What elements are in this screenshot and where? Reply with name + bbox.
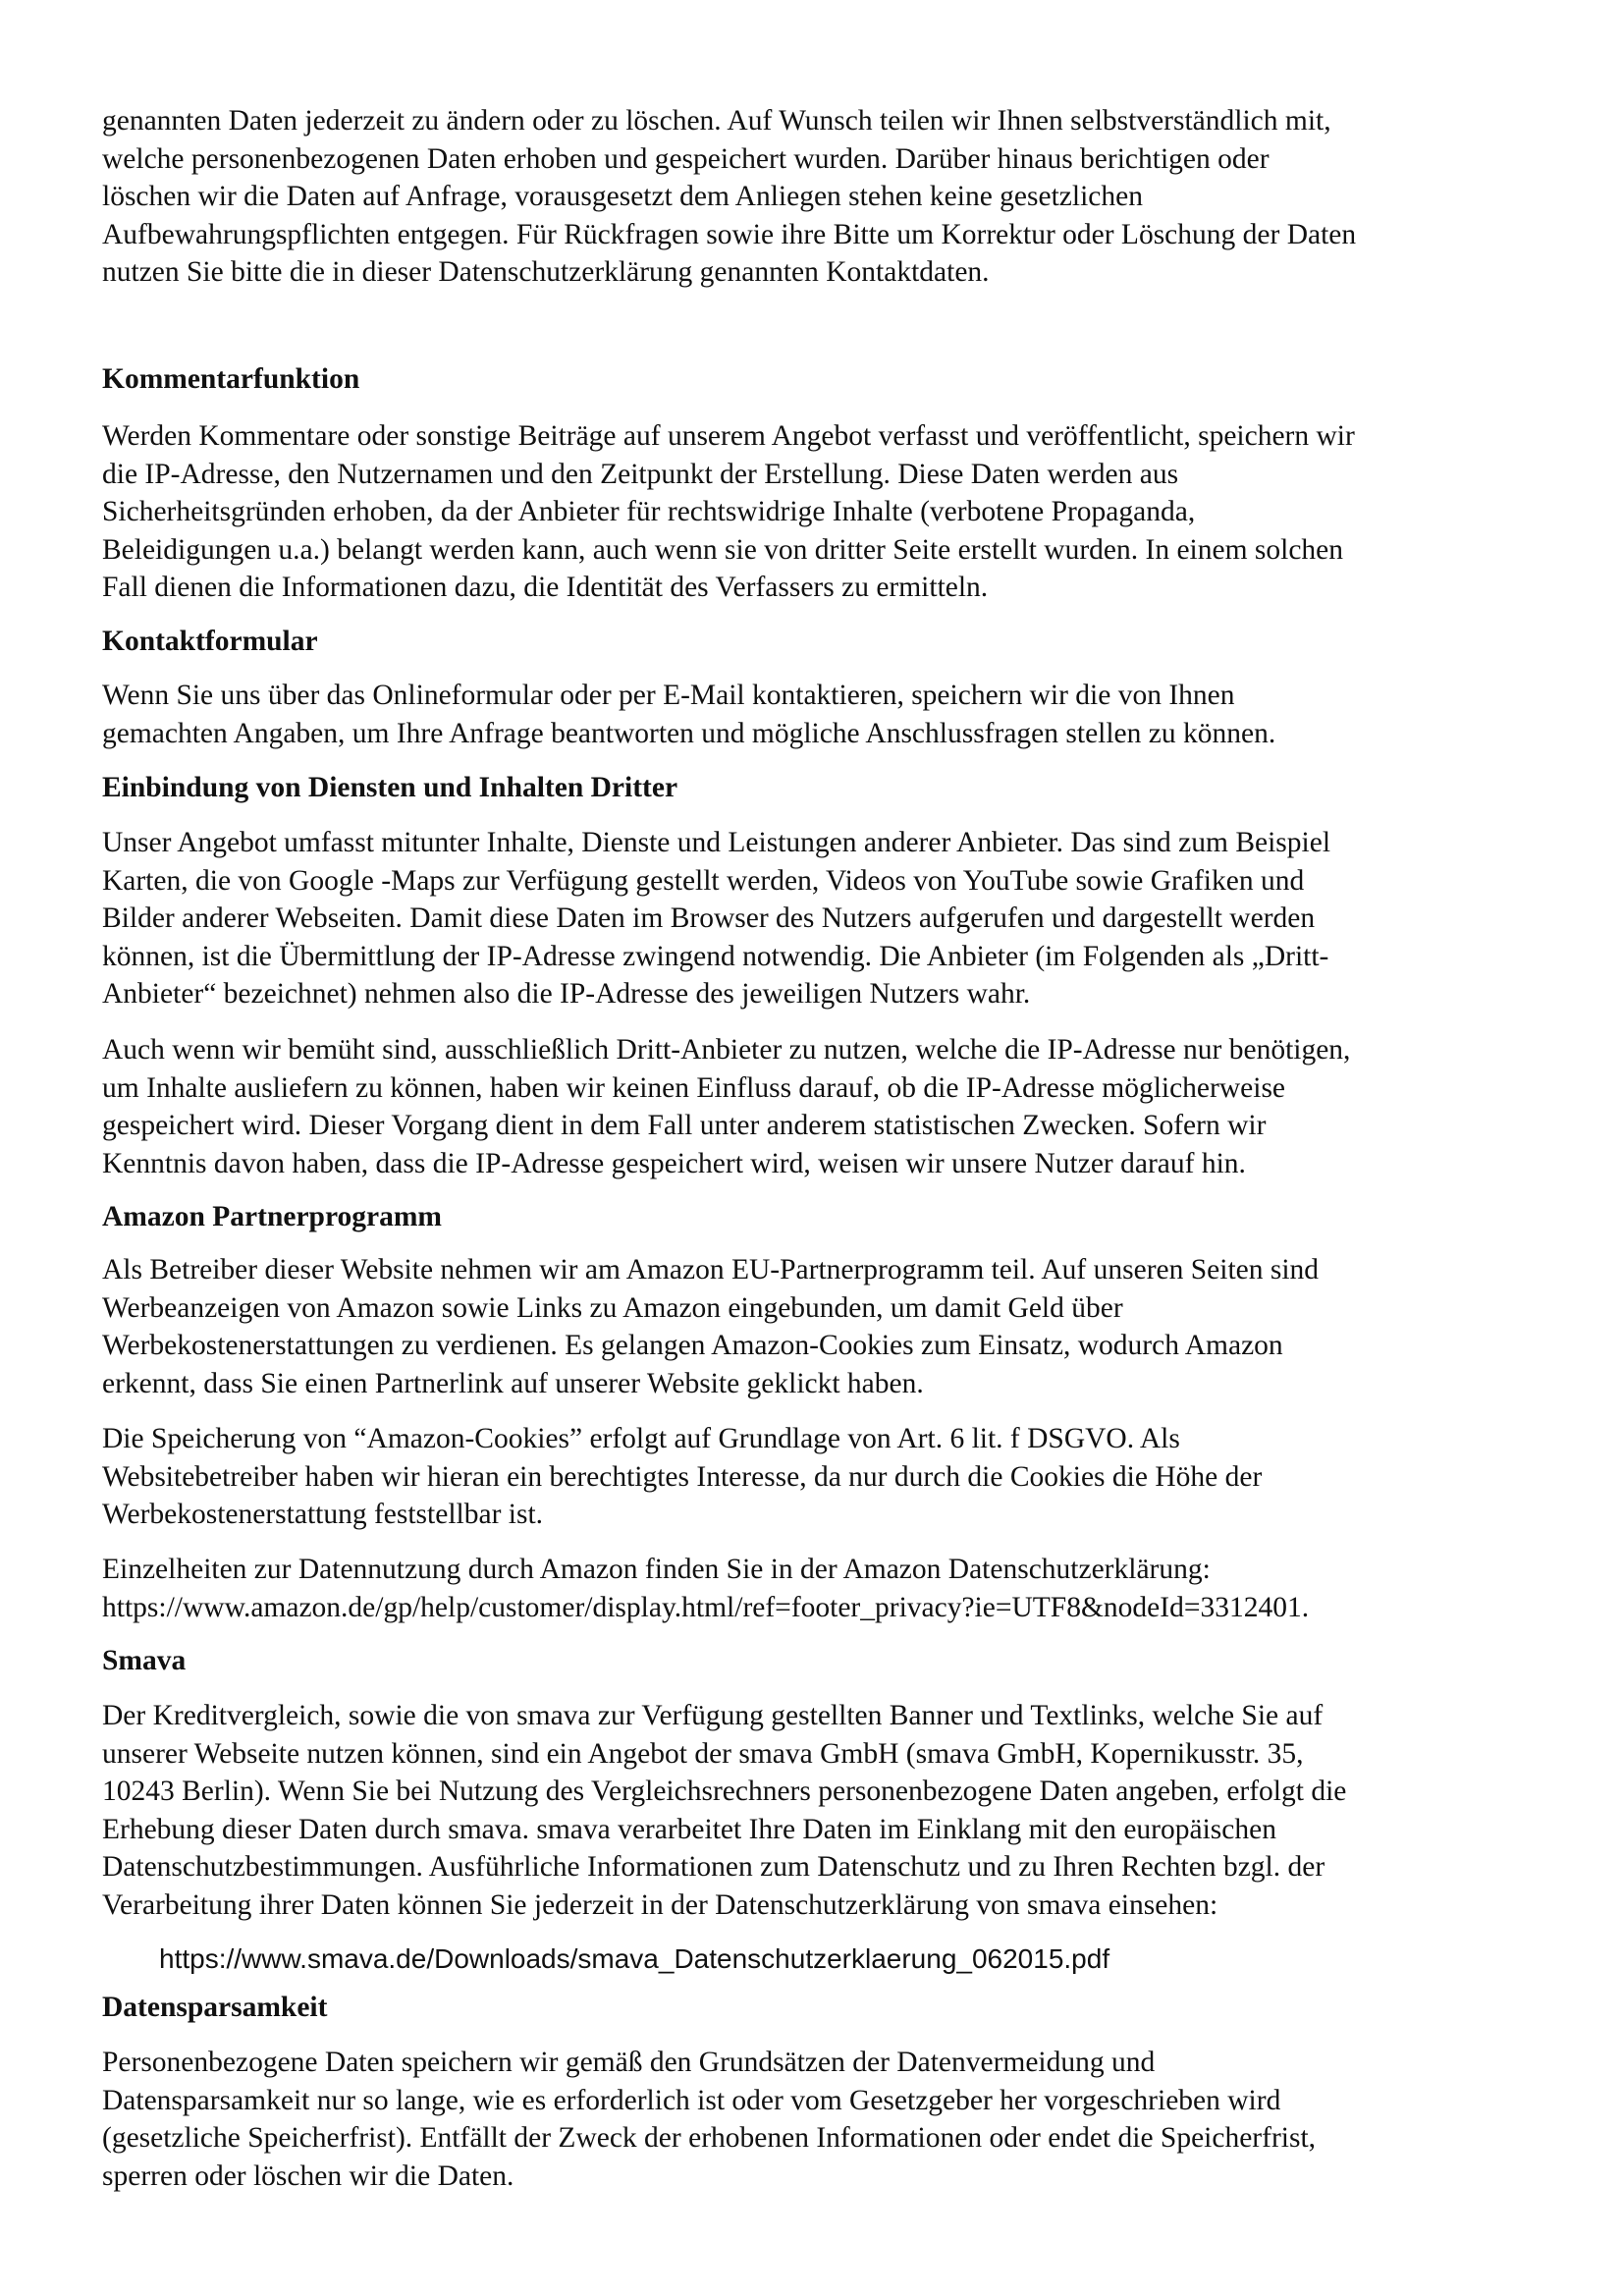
- smava-paragraph: [102, 1697, 1545, 1924]
- text-line: Der Kreditvergleich, sowie die von smava zur Verfügung gestellten Banner und Textlinks, welche Sie auf: [102, 1700, 1324, 1731]
- text-line: Beleidigungen u.a.) belangt werden kann, auch wenn sie von dritter Seite erstellt wurden. In einem solchen: [102, 533, 1344, 566]
- smava-privacy-url: https://www.smava.de/Downloads/smava_Datenschutzerklaerung_062015.pdf: [159, 1943, 1110, 1974]
- text-line: Personenbezogene Daten speichern wir gemäß den Grundsätzen der Datenvermeidung und: [102, 2047, 1156, 2078]
- text-line: erkennt, dass Sie einen Partnerlink auf unserer Website geklickt haben.: [102, 1367, 924, 1399]
- text-line: Datenschutzbestimmungen. Ausführliche Informationen zum Datenschutz und zu Ihren Rechten bzgl. der: [102, 1851, 1325, 1883]
- text-line: sperren oder löschen wir die Daten.: [102, 2159, 514, 2192]
- text-line: Datensparsamkeit nur so lange, wie es erforderlich ist oder vom Gesetzgeber her vorgeschrieben wird: [102, 2084, 1281, 2116]
- text-line: löschen wir die Daten auf Anfrage, vorausgesetzt dem Anliegen stehen keine gesetzlichen: [102, 181, 1143, 212]
- text-line: Aufbewahrungspflichten entgegen. Für Rückfragen sowie ihre Bitte um Korrektur oder Löschung der Daten: [102, 218, 1357, 250]
- amazon-paragraph-3: [102, 1551, 1545, 1626]
- text-line: Sicherheitsgründen erhoben, da der Anbieter für rechtswidrige Inhalte (verbotene Propaganda,: [102, 496, 1196, 527]
- heading-dritte: Einbindung von Diensten und Inhalten Dritter: [102, 772, 678, 803]
- text-line: Verarbeitung ihrer Daten können Sie jederzeit in der Datenschutzerklärung von smava einsehen:: [102, 1888, 1218, 1921]
- text-line: genannten Daten jederzeit zu ändern oder zu löschen. Auf Wunsch teilen wir Ihnen selbstverständlich mit,: [102, 105, 1331, 137]
- text-line: Anbieter“ bezeichnet) nehmen also die IP-Adresse des jeweiligen Nutzers wahr.: [102, 978, 1031, 1010]
- text-line: Karten, die von Google -Maps zur Verfügung gestellt werden, Videos von YouTube sowie Grafiken und: [102, 864, 1305, 897]
- text-line: Als Betreiber dieser Website nehmen wir am Amazon EU-Partnerprogramm teil. Auf unseren Seiten sind: [102, 1254, 1320, 1285]
- text-line: die IP-Adresse, den Nutzernamen und den Zeitpunkt der Erstellung. Diese Daten werden aus: [102, 458, 1179, 490]
- heading-smava: Smava: [102, 1645, 187, 1676]
- text-line: welche personenbezogenen Daten erhoben und gespeichert wurden. Darüber hinaus berichtigen oder: [102, 142, 1270, 175]
- kontakt-paragraph: [102, 677, 1545, 752]
- text-line: Wenn Sie uns über das Onlineformular oder per E-Mail kontaktieren, speichern wir die von Ihnen: [102, 680, 1235, 711]
- amazon-paragraph-2: [102, 1420, 1545, 1534]
- text-line: Werbekostenerstattungen zu verdienen. Es gelangen Amazon-Cookies zum Einsatz, wodurch Amazon: [102, 1330, 1283, 1361]
- amazon-paragraph-1: [102, 1251, 1545, 1402]
- heading-kontaktformular: Kontaktformular: [102, 626, 318, 657]
- text-line: gespeichert wird. Dieser Vorgang dient in dem Fall unter anderem statistischen Zwecken. Sofern wir: [102, 1110, 1267, 1141]
- text-line: Fall dienen die Informationen dazu, die Identität des Verfassers zu ermitteln.: [102, 572, 989, 603]
- text-line: um Inhalte ausliefern zu können, haben wir keinen Einfluss darauf, ob die IP-Adresse möglicherweise: [102, 1071, 1286, 1104]
- text-line: Die Speicherung von “Amazon-Cookies” erfolgt auf Grundlage von Art. 6 lit. f DSGVO. Als: [102, 1423, 1180, 1454]
- text-line: Erhebung dieser Daten durch smava. smava verarbeitet Ihre Daten im Einklang mit den europäischen: [102, 1813, 1276, 1845]
- text-line: Bilder anderer Webseiten. Damit diese Daten im Browser des Nutzers aufgerufen und dargestellt werden: [102, 902, 1316, 934]
- text-line: können, ist die Übermittlung der IP-Adresse zwingend notwendig. Die Anbieter (im Folgenden als „Dritt-: [102, 940, 1329, 972]
- heading-amazon: Amazon Partnerprogramm: [102, 1201, 442, 1232]
- text-line: 10243 Berlin). Wenn Sie bei Nutzung des Vergleichsrechners personenbezogene Daten angeben, erfolgt die: [102, 1776, 1347, 1807]
- amazon-privacy-link: https://www.amazon.de/gp/help/customer/display.html/ref=footer_privacy?ie=UTF8&nodeId=3312401.: [102, 1591, 1310, 1623]
- text-line: Werbekostenerstattung feststellbar ist.: [102, 1499, 544, 1530]
- text-line: Kenntnis davon haben, dass die IP-Adresse gespeichert wird, weisen wir unsere Nutzer darauf hin.: [102, 1147, 1246, 1179]
- text-line: nutzen Sie bitte die in dieser Datenschutzerklärung genannten Kontaktdaten.: [102, 256, 990, 288]
- text-line: unserer Webseite nutzen können, sind ein Angebot der smava GmbH (smava GmbH, Kopernikusstr. 35,: [102, 1737, 1304, 1770]
- text-line: Auch wenn wir bemüht sind, ausschließlich Dritt-Anbieter zu nutzen, welche die IP-Adresse nur benötigen,: [102, 1034, 1351, 1066]
- sparsam-paragraph: [102, 2044, 1545, 2195]
- text-line: Werbeanzeigen von Amazon sowie Links zu Amazon eingebunden, um damit Geld über: [102, 1291, 1123, 1324]
- dritte-paragraph-1: [102, 824, 1545, 1013]
- intro-paragraph: [102, 102, 1545, 292]
- heading-kommentarfunktion: Kommentarfunktion: [102, 363, 360, 395]
- kommentar-paragraph: [102, 417, 1545, 607]
- dritte-paragraph-2: [102, 1031, 1545, 1182]
- text-line: Websitebetreiber haben wir hieran ein berechtigtes Interesse, da nur durch die Cookies die Höhe der: [102, 1460, 1263, 1493]
- text-line: gemachten Angaben, um Ihre Anfrage beantworten und mögliche Anschlussfragen stellen zu können.: [102, 717, 1276, 749]
- text-line: Werden Kommentare oder sonstige Beiträge auf unserem Angebot verfasst und veröffentlicht, speichern wir: [102, 420, 1355, 452]
- text-line: (gesetzliche Speicherfrist). Entfällt der Zweck der erhobenen Informationen oder endet die Speicherfrist,: [102, 2122, 1317, 2154]
- heading-datensparsamkeit: Datensparsamkeit: [102, 1992, 328, 2023]
- text-line: Einzelheiten zur Datennutzung durch Amazon finden Sie in der Amazon Datenschutzerklärung:: [102, 1554, 1211, 1585]
- text-line: Unser Angebot umfasst mitunter Inhalte, Dienste und Leistungen anderer Anbieter. Das sind zum Beispiel: [102, 827, 1331, 858]
